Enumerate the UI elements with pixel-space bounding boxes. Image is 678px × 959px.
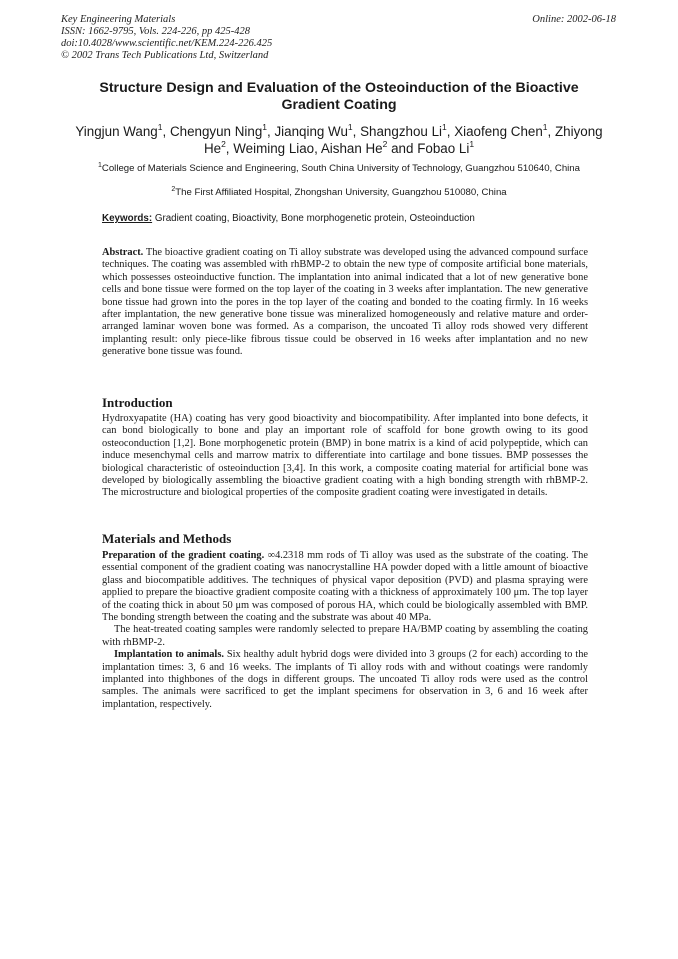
affiliation-mark: 1: [262, 122, 267, 132]
author-name: Fobao Li: [417, 141, 470, 156]
author-name: Aishan He: [320, 141, 383, 156]
affiliation-mark: 1: [347, 122, 353, 132]
introduction-heading: Introduction: [102, 395, 173, 410]
keywords-text: Gradient coating, Bioactivity, Bone morphogenetic protein, Osteoinduction: [154, 213, 475, 224]
online-date: Online: 2002-06-18: [532, 14, 616, 25]
author-name: Chengyun Ning: [169, 124, 263, 139]
affiliation-1: [70, 163, 608, 175]
issn-line: ISSN: 1662-9795, Vols. 224-226, pp 425-428: [61, 26, 250, 37]
methods-heading: Materials and Methods: [102, 531, 232, 546]
author-conjunction: and: [391, 141, 414, 156]
keywords-label: Keywords:: [102, 213, 153, 224]
author-name: Shangzhou Li: [360, 124, 442, 139]
affiliation-mark: 1: [542, 122, 548, 132]
copyright-line: © 2002 Trans Tech Publications Ltd, Switzerland: [61, 50, 269, 61]
journal-name: Key Engineering Materials: [61, 14, 176, 25]
author-name: Zhiyong He: [203, 124, 603, 156]
author-name: Jianqing Wu: [274, 124, 348, 139]
paper-title: Structure Design and Evaluation of the Osteoinduction of the Bioactive Gradient Coating: [99, 80, 579, 113]
author-name: Xiaofeng Chen: [454, 124, 543, 139]
affiliation-mark: 1: [469, 139, 475, 149]
affiliation-mark: 2: [171, 186, 176, 193]
introduction-section: [102, 413, 588, 500]
affiliation-text: College of Materials Science and Engineering, South China University of Technology, Guangzhou 510640, China: [101, 163, 580, 174]
implantation-label: Implantation to animals.: [114, 649, 224, 661]
heat-treatment-text: The heat-treated coating samples were randomly selected to prepare HA/BMP coating by assembling the coating with rhBMP-2.: [102, 624, 588, 648]
journal-header: [61, 14, 272, 62]
methods-section: [102, 550, 588, 711]
affiliation-mark: 2: [221, 139, 226, 149]
affiliation-text: The First Affiliated Hospital, Zhongshan University, Guangzhou 510080, China: [175, 187, 507, 198]
implantation-text: Six healthy adult hybrid dogs were divided into 3 groups (2 for each) according to the implantation times: 3, 6 and 16 weeks. The implants of Ti alloy rods with and without coatings were randomly implanted into thighbones of the dogs in different groups. The uncoated Ti alloy rods were used as the control samples. The animals were sacrificed to get the implant specimens for observation in 3, 6 and 16 week after implantation, respectively.: [102, 649, 588, 710]
affiliation-mark: 2: [382, 139, 388, 149]
author-name: Yingjun Wang: [75, 124, 158, 139]
affiliation-mark: 1: [442, 122, 447, 132]
affiliation-mark: 1: [157, 122, 163, 132]
author-list: Yingjun Wang$^1$, Chengyun Ning$^1$, Jianqing Wu$^1$, Shangzhou Li$^1$, Xiaofeng Chen$^1$, Zhiyong He$^2$, Weiming Liao, Aishan He$^2$ and Fobao Li$^1$: [75, 122, 603, 156]
introduction-text: Hydroxyapatite (HA) coating has very good bioactivity and biocompatibility. After implanted into bone defects, it can bond biologically to bone and play an important role of scaffold for bone growth owing to its good osteoconduction [1,2]. Bone morphogenetic protein (BMP) in bone matrix is a kind of acid polypeptide, which can induce mesenchymal cells and marrow matrix to differentiate into cartilage and bone tissues. BMP possesses the biological characteristic of osteoinduction [3,4]. In this work, a composite coating material for artificial bone was developed by biologically assembling the bioactive gradient coating with a high bonding strength with rhBMP-2. The microstructure and biological properties of the composite gradient coating were investigated in details.: [102, 413, 588, 499]
keywords-line: [102, 213, 475, 225]
abstract-label: Abstract.: [102, 247, 144, 258]
doi-line: doi:10.4028/www.scientific.net/KEM.224-226.425: [61, 38, 273, 49]
affiliation-mark: 1: [98, 162, 102, 169]
preparation-label: Preparation of the gradient coating.: [102, 550, 265, 561]
abstract-section: [102, 247, 588, 359]
affiliation-2: [70, 187, 608, 199]
abstract-text: The bioactive gradient coating on Ti alloy substrate was developed using the advanced compound surface techniques. The coating was assembled with rhBMP-2 to obtain the new type of composite artificial bone materials, which possesses osteoinductive function. The implantation into animal indicated that a lot of new generative bone cells and bone tissue were formed on the top layer of the coating in 3 weeks after implantation. The new generative bone tissue had grown into the pores in the top layer of the coating and bonded to the coating firmly. In 16 weeks after implantation, the new generative bone tissue was mineralized homogeneously and relative mature and order-arranged laminar woven bone was formed. As a comparison, the uncoated Ti alloy rods showed very different implanting result: only piece-like fibrous tissue could be observed in 16 weeks after implantation and no new generative bone tissue was found.: [102, 247, 588, 358]
author-name: Weiming Liao: [233, 141, 315, 156]
preparation-text: ∞4.2318 mm rods of Ti alloy was used as the substrate of the coating. The essential component of the gradient coating was nanocrystalline HA powder doped with a little amount of bioactive glass and biocompatible additives. The techniques of physical vapor deposition (PVD) and plasma spraying were applied to prepare the bioactive gradient composite coating with a thickness of approximately 100 μm. The top layer of the coating thick in about 50 μm was composed of porous HA, which could be biologically assembled with BMP. The bonding strength between the coating and the substrate was about 40 MPa.: [102, 550, 588, 624]
